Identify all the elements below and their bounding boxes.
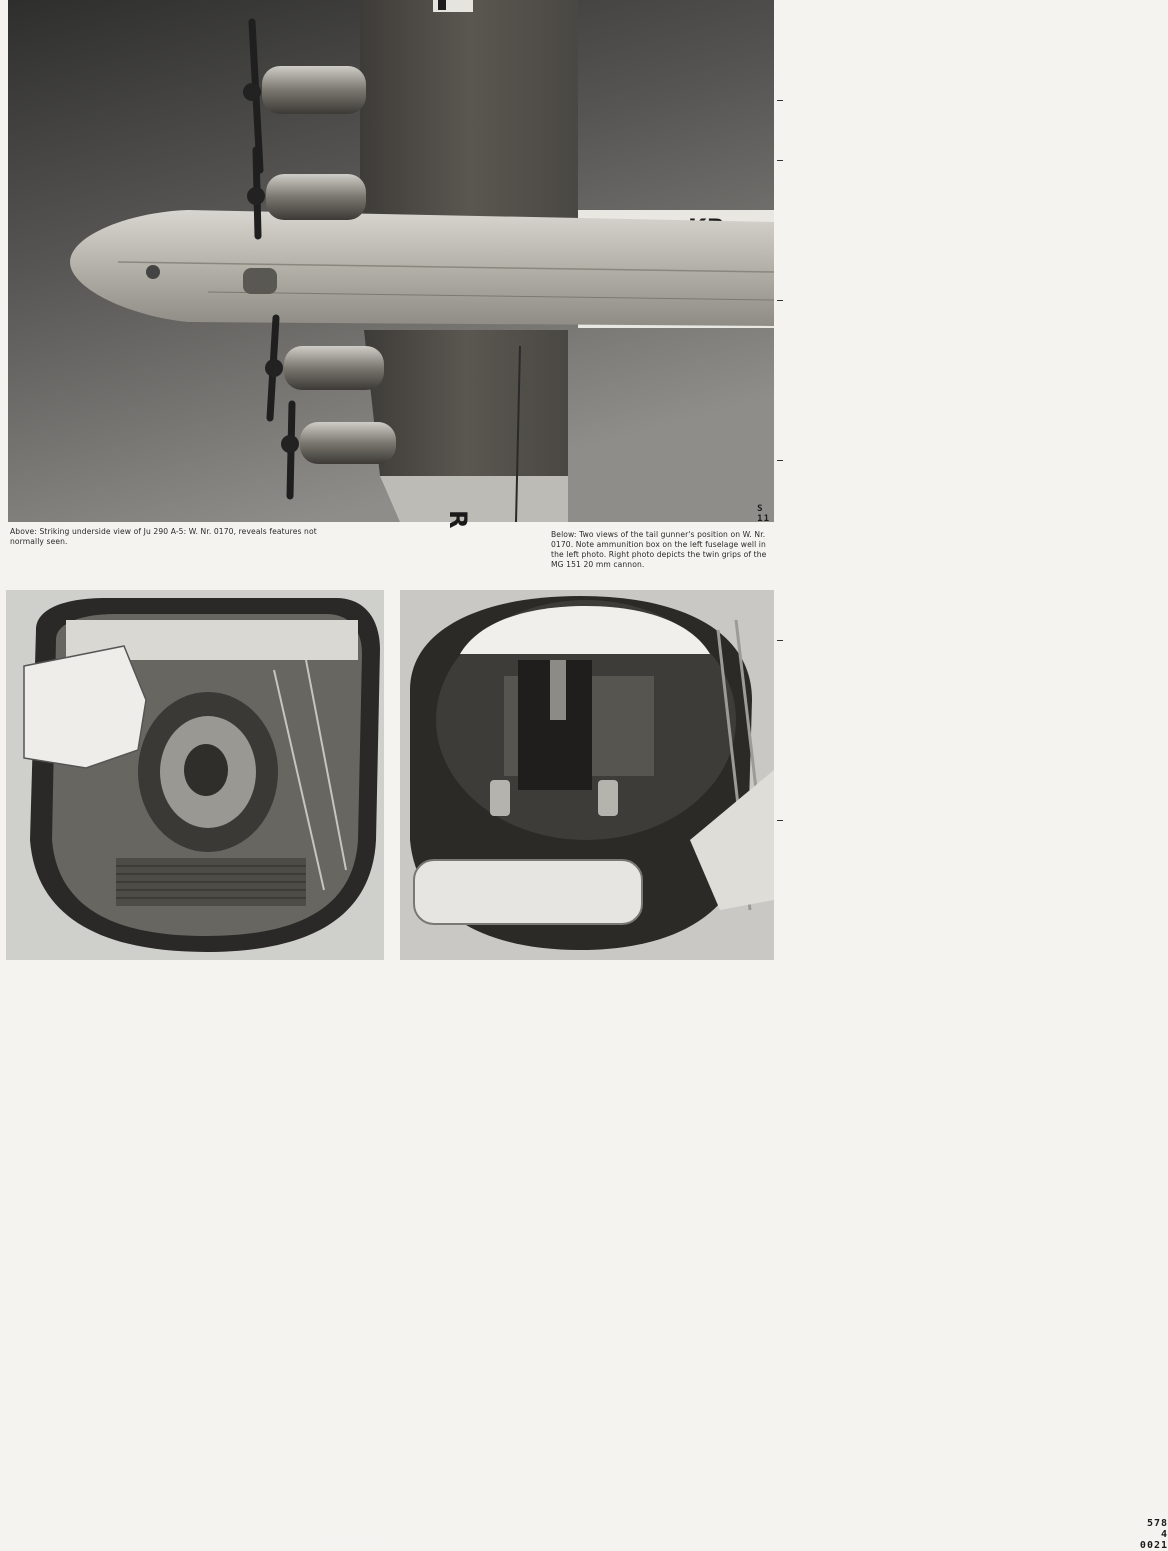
photo-tail-gunner-right <box>400 590 1168 1551</box>
edge-tick <box>777 640 783 641</box>
edge-tick <box>777 820 783 821</box>
lower-wing-tip <box>380 476 568 522</box>
fuselage <box>70 210 774 326</box>
caption-bottom: Below: Two views of the tail gunner's position on W. Nr. 0170. Note ammunition box on the left fuselage well in the left photo. Right photo depicts the twin grips of the MG 151 20 mm cannon. <box>551 530 767 569</box>
wing-code-lower-text: R <box>444 510 472 529</box>
tail-gunner-left-image <box>6 590 384 960</box>
photo-mark-right <box>1140 1518 1168 1551</box>
engine-nacelle-3 <box>284 346 384 390</box>
spinner-2 <box>247 187 265 205</box>
engine-nacelle-1 <box>262 66 366 114</box>
gunner-seat-pad <box>414 860 642 924</box>
engine-nacelle-4 <box>300 422 396 464</box>
photo-aircraft-underside <box>8 0 774 529</box>
lower-wing <box>364 330 568 476</box>
wing-marking-bar <box>438 0 446 10</box>
aircraft-underside-image <box>8 0 774 529</box>
cannon-barrel-highlight <box>550 660 566 720</box>
photo-mark-right-line1: 578 <box>1146 1518 1168 1529</box>
edge-tick <box>777 160 783 161</box>
nose-turret <box>146 265 160 279</box>
gun-mount <box>184 744 228 796</box>
photo-mark-left: J.48526 <box>324 1534 374 1545</box>
ammunition-box <box>24 646 146 768</box>
photo-tail-gunner-left <box>6 590 384 1545</box>
caption-top: Above: Striking underside view of Ju 290 A-5: W. Nr. 0170, reveals features not normally seen. <box>10 527 317 546</box>
engine-nacelle-2 <box>266 174 366 220</box>
tail-gunner-right-image <box>400 590 774 960</box>
spinner-1 <box>243 83 261 101</box>
ventral-turret <box>243 268 277 294</box>
edge-tick <box>777 460 783 461</box>
spinner-3 <box>265 359 283 377</box>
edge-tick <box>777 300 783 301</box>
edge-tick <box>777 100 783 101</box>
photo-mark-right-line2: 4 0021 <box>1139 1529 1168 1551</box>
spinner-4 <box>281 435 299 453</box>
photo-mark-top: S 11 <box>757 504 770 524</box>
